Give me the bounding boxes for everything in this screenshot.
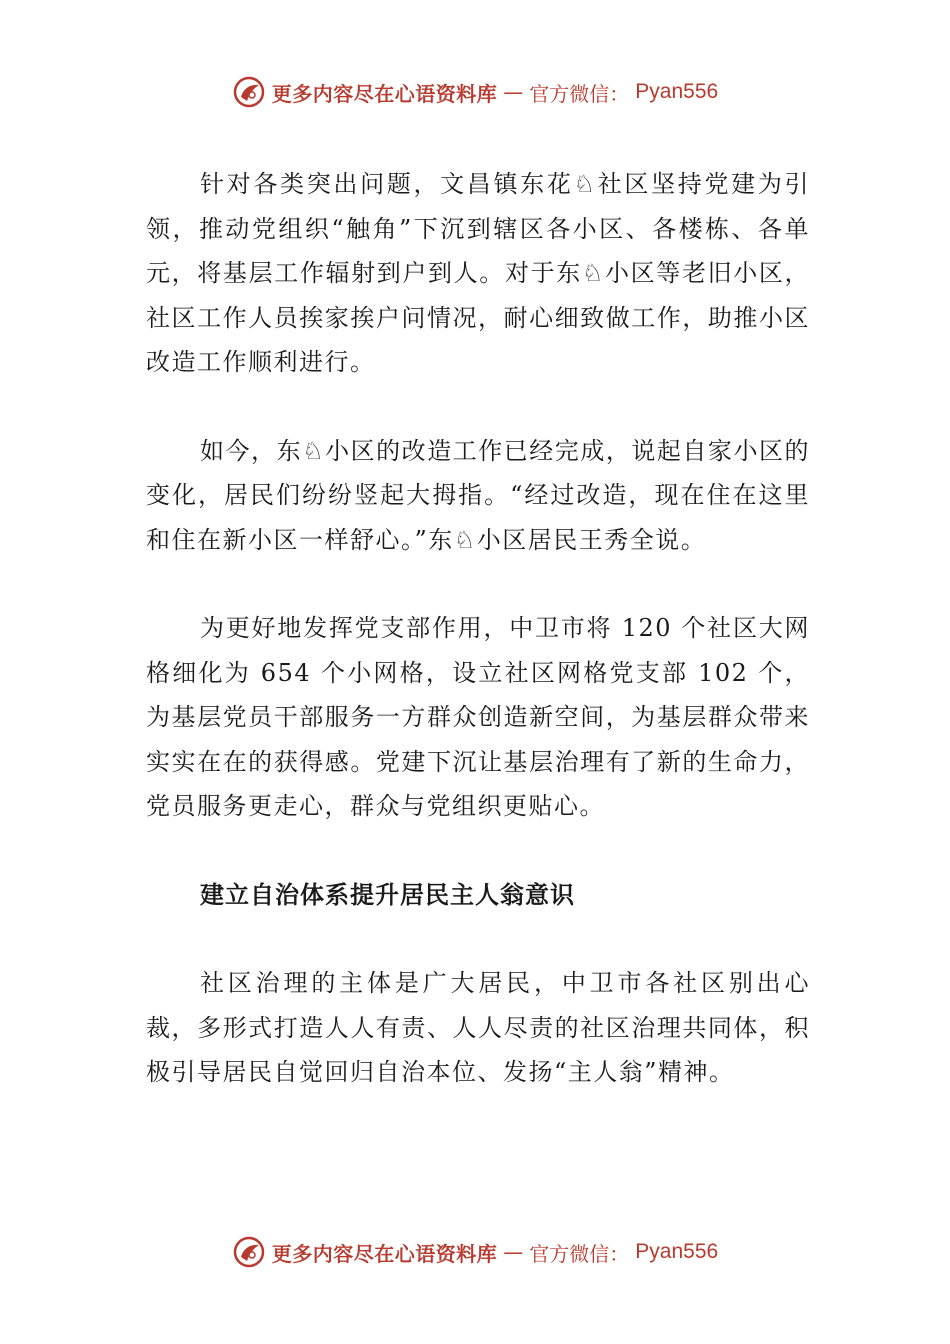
document-body bbox=[146, 162, 810, 1095]
footer-banner-dash: — bbox=[503, 1240, 524, 1264]
body-paragraph-4: 社区治理的主体是广大居民，中卫市各社区别出心裁，多形式打造人人有责、人人尽责的社区治理共同体，积极引导居民自觉回归自治本位、发扬“主人翁”精神。 bbox=[146, 969, 810, 1086]
brand-logo-icon bbox=[232, 1235, 266, 1269]
header-wechat-id: Pyan556 bbox=[635, 80, 719, 103]
header-wechat-label: 官方微信： bbox=[529, 81, 630, 106]
footer-banner bbox=[0, 1232, 950, 1272]
header-banner bbox=[0, 72, 950, 112]
body-paragraph-2: 如今，东♘小区的改造工作已经完成，说起自家小区的变化，居民们纷纷竖起大拇指。“经过改造，现在住在这里和住在新小区一样舒心。”东♘小区居民王秀全说。 bbox=[146, 436, 810, 554]
footer-wechat-label: 官方微信： bbox=[529, 1241, 630, 1266]
body-paragraph-1: 针对各类突出问题，文昌镇东花♘社区坚持党建为引领，推动党组织“触角”下沉到辖区各小区、各楼栋、各单元，将基层工作辐射到户到人。对于东♘小区等老旧小区，社区工作人员挨家挨户问情况，耐心细致做工作，助推小区改造工作顺利进行。 bbox=[146, 170, 810, 376]
body-paragraph-3: 为更好地发挥党支部作用，中卫市将 120 个社区大网格细化为 654 个小网格，设立社区网格党支部 102 个，为基层党员干部服务一方群众创造新空间，为基层群众带来实实在在的获得感。党建下沉让基层治理有了新的生命力，党员服务更走心，群众与党组织更贴心。 bbox=[146, 614, 810, 820]
header-banner-dash: — bbox=[503, 80, 524, 104]
footer-banner-text: 更多内容尽在心语资料库 bbox=[271, 1241, 498, 1266]
footer-wechat-id: Pyan556 bbox=[635, 1240, 719, 1263]
header-banner-text: 更多内容尽在心语资料库 bbox=[271, 81, 498, 106]
section-heading: 建立自治体系提升居民主人翁意识 bbox=[200, 880, 575, 909]
brand-logo-icon bbox=[232, 75, 266, 109]
